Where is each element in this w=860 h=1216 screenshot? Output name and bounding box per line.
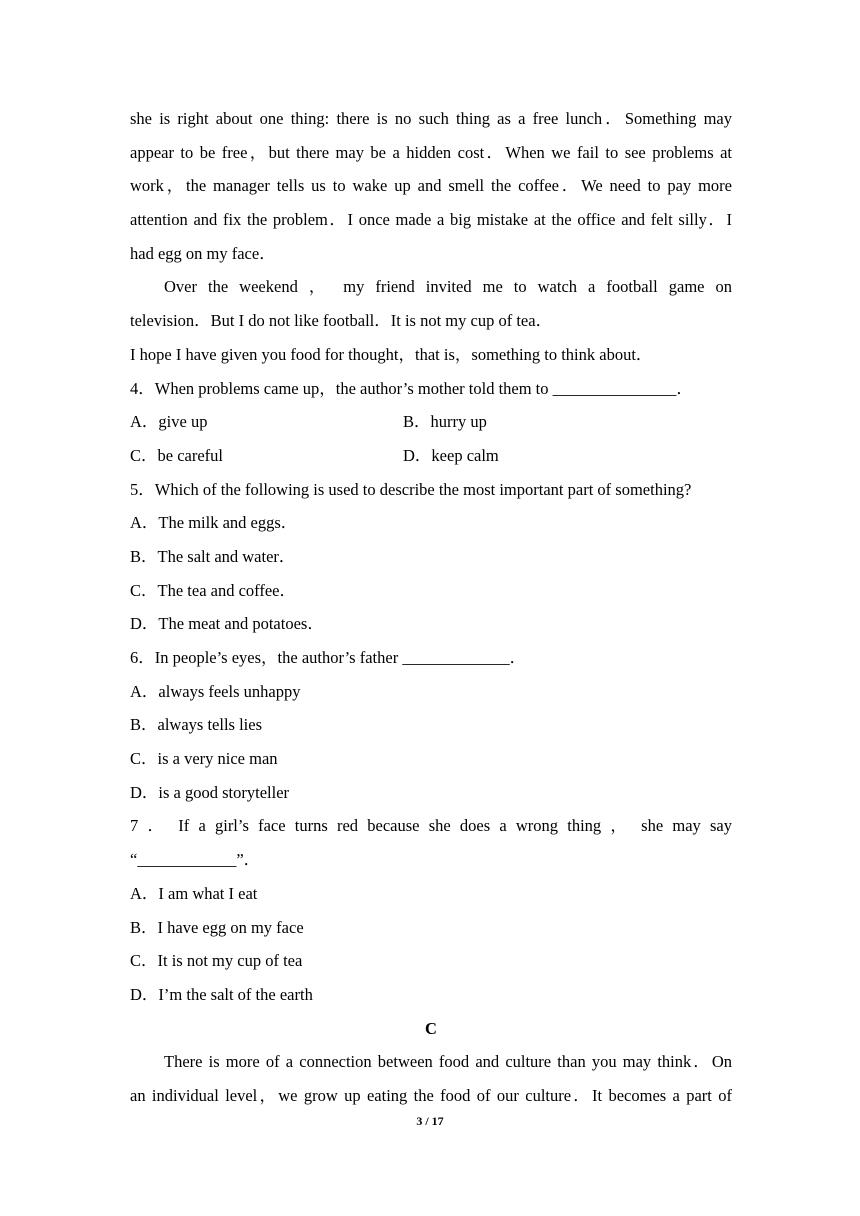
page-content — [130, 102, 732, 1113]
question-7-stem-continued: “____________”． — [130, 850, 261, 870]
option-d: D．is a good storyteller — [130, 782, 290, 802]
question-6-stem: 6．In people’s eyes，the author’s father _____________． — [130, 648, 527, 667]
option-d: D．I’m the salt of the earth — [130, 984, 313, 1004]
option-b: B．I have egg on my face — [130, 917, 304, 937]
passage-line: attention and fix the problem．I once made a big mistake at the office and felt silly．I — [130, 210, 732, 230]
option-c: C．is a very nice man — [130, 749, 278, 769]
question-4-options-row-2 — [130, 439, 732, 473]
option-a: A．I am what I eat — [130, 883, 258, 903]
passage-line: There is more of a connection between food and culture than you may think．On — [164, 1052, 732, 1072]
option-c: C．It is not my cup of tea — [130, 951, 303, 971]
question-4-stem: 4．When problems came up，the author’s mother told them to _______________． — [130, 378, 693, 398]
option-a: A．give up — [130, 412, 208, 432]
section-c-heading: C — [425, 1018, 437, 1038]
passage-line: Over the weekend ， my friend invited me to watch a football game on — [164, 277, 732, 297]
passage-line: she is right about one thing: there is no such thing as a free lunch．Something may — [130, 109, 732, 128]
question-4-options-row-1 — [130, 405, 732, 439]
passage-line: had egg on my face． — [130, 243, 276, 263]
passage-line: appear to be free，but there may be a hidden cost．When we fail to see problems at — [130, 142, 732, 162]
option-c: C．The tea and coffee． — [130, 580, 296, 600]
option-d: D．keep calm — [403, 445, 499, 465]
question-5-stem: 5．Which of the following is used to describe the most important part of something? — [130, 479, 692, 499]
passage-line: an individual level，we grow up eating the food of our culture．It becomes a part of — [130, 1085, 732, 1105]
option-a: A．The milk and eggs． — [130, 513, 298, 533]
option-b: B．always tells lies — [130, 715, 262, 735]
option-d: D．The meat and potatoes． — [130, 614, 324, 634]
option-b: B．The salt and water． — [130, 546, 296, 566]
option-c: C．be careful — [130, 445, 223, 465]
option-b: B．hurry up — [403, 412, 487, 432]
page-number: 3 / 17 — [416, 1114, 444, 1128]
passage-line: television．But I do not like football．It is not my cup of tea． — [130, 311, 553, 331]
option-a: A．always feels unhappy — [130, 681, 301, 701]
passage-line: work，the manager tells us to wake up and smell the coffee．We need to pay more — [130, 176, 732, 196]
question-7-stem: 7 ． If a girl’s face turns red because she does a wrong thing ， she may say — [130, 816, 732, 836]
passage-line: I hope I have given you food for thought，that is，something to think about． — [130, 344, 653, 364]
